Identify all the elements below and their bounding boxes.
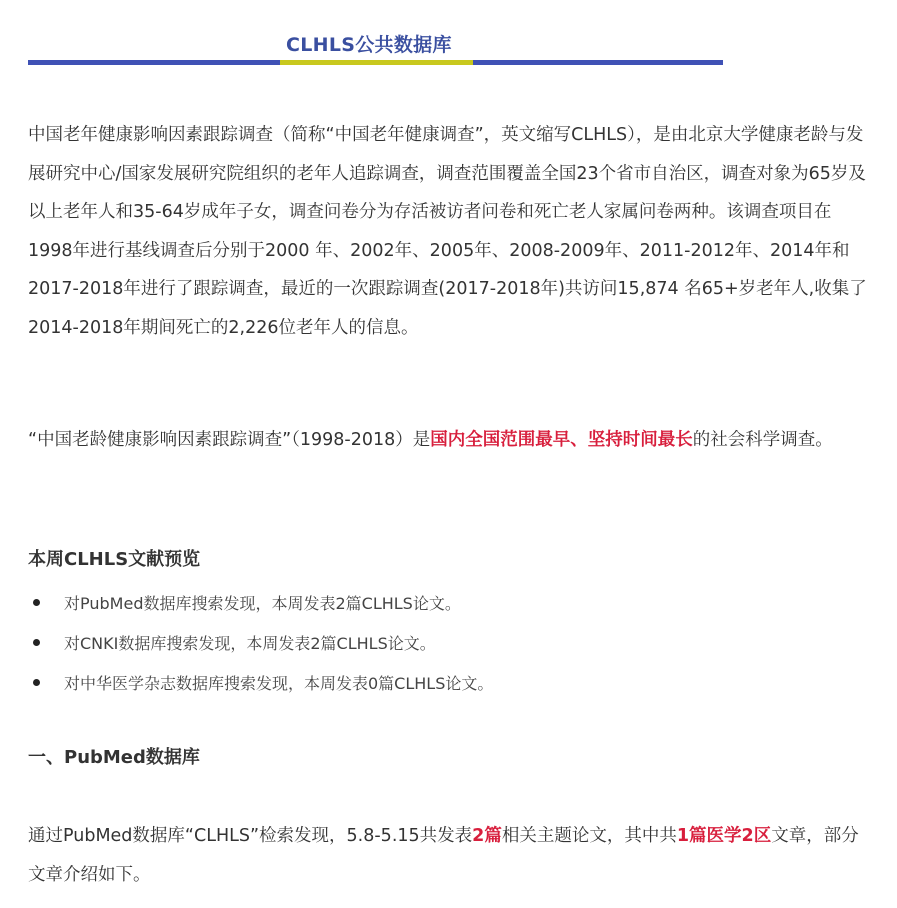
underline-segment-accent <box>280 60 473 65</box>
bullet-icon <box>33 599 40 606</box>
list-item-text: 对PubMed数据库搜索发现，本周发表2篇CLHLS论文。 <box>64 593 461 613</box>
bullet-icon <box>33 639 40 646</box>
pubmed-text-1: 通过PubMed数据库“CLHLS”检索发现，5.8-5.15共发表 <box>28 826 473 846</box>
underline-segment-left <box>28 60 280 65</box>
weekly-preview-heading: 本周CLHLS文献预览 <box>28 549 201 570</box>
title-underline-bar <box>28 60 723 65</box>
weekly-preview-list <box>28 582 828 702</box>
intro-paragraph: 中国老年健康影响因素跟踪调查（简称“中国老年健康调查”，英文缩写CLHLS），是由北京大学健康老龄与发展研究中心/国家发展研究院组织的老年人追踪调查，调查范围覆盖全国23个省市自治区，调查对象为65岁及以上老年人和35-64岁成年子女，调查问卷分为存活被访者问卷和死亡老人家属问卷两种。该调查项目在1998年进行基线调查后分别于2000 年、2002年、2005年、2008-2009年、2011-2012年、2014年和2017-2018年进行了跟踪调查，最近的一次跟踪调查(2017-2018年)共访问15,874 名65+岁老年人,收集了2014-2018年期间死亡的2,226位老年人的信息。 <box>28 125 867 338</box>
significance-paragraph <box>28 421 868 460</box>
significance-highlight: 国内全国范围最早、坚持时间最长 <box>430 430 693 450</box>
pubmed-summary-paragraph <box>28 817 868 894</box>
list-item-text: 对中华医学杂志数据库搜索发现，本周发表0篇CLHLS论文。 <box>64 673 494 693</box>
bullet-icon <box>33 679 40 686</box>
page-title: CLHLS公共数据库 <box>286 34 452 56</box>
pubmed-text-3: 文章，部分文章介绍如下。 <box>28 826 859 885</box>
pubmed-section-heading: 一、PubMed数据库 <box>28 747 200 768</box>
list-item <box>28 622 828 662</box>
pubmed-highlight-zone: 1篇医学2区 <box>676 826 772 846</box>
pubmed-highlight-count: 2篇 <box>472 826 502 846</box>
pubmed-text-2: 相关主题论文，其中共 <box>501 826 677 846</box>
significance-text-before: “中国老龄健康影响因素跟踪调查”（1998-2018）是 <box>28 430 431 450</box>
list-item <box>28 582 828 622</box>
significance-text-after: 的社会科学调查。 <box>692 430 833 450</box>
list-item <box>28 662 828 702</box>
underline-segment-right <box>473 60 723 65</box>
list-item-text: 对CNKI数据库搜索发现，本周发表2篇CLHLS论文。 <box>64 633 436 653</box>
